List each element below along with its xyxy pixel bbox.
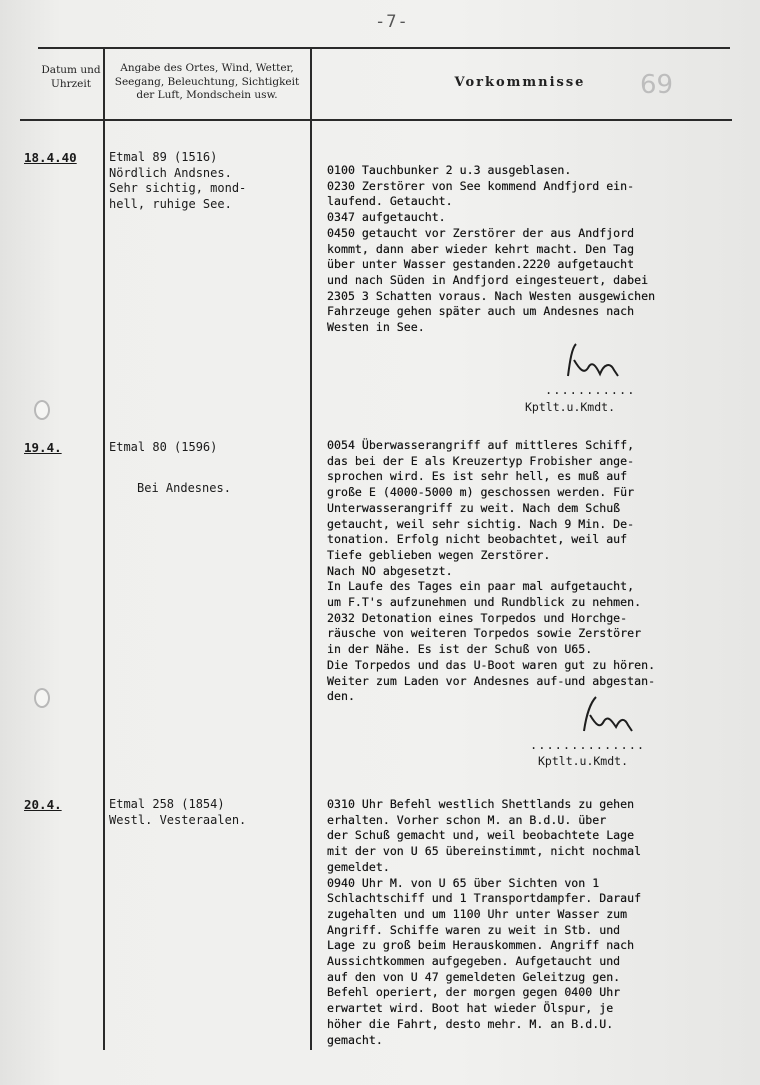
entry-location: Etmal 258 (1854) Westl. Vesteraalen. <box>109 797 247 827</box>
entry-events: 0310 Uhr Befehl westlich Shettlands zu gehen erhalten. Vorher schon M. an B.d.U. über der Schuß gemacht und, weil beobachtete Lage mit der von U 65 übereinstimmt, nicht nochmal gemeldet. 0940 Uhr M. von U 65 über Sichten von 1 Schlachtschiff und 1 Transportdampfer. Darauf zugehalten und um 1100 Uhr unter Wasser zum Angriff. Schiffe waren zu weit in Stb. und Lage zu groß beim Herauskommen. Angriff nach Aussichtkommen aufgegeben. Aufgetaucht und auf den von U 47 gemeldeten Geleitzug gen. Befehl operiert, der morgen gegen 0400 Uhr erwartet wird. Boot hat wieder Ölspur, je höher die Fahrt, desto mehr. M. an B.d.U. gemacht. <box>327 797 642 1047</box>
header-date-time: Datum und Uhrzeit <box>41 64 101 90</box>
header-events: Vorkommnisse <box>454 75 586 90</box>
column-divider-2 <box>310 48 312 1050</box>
signature-1 <box>540 340 660 380</box>
column-divider-1 <box>103 48 105 1050</box>
signature-title: Kptlt.u.Kmdt. <box>538 754 629 768</box>
punch-hole <box>34 688 50 708</box>
header-bottom-rule <box>20 119 732 121</box>
signature-2 <box>540 693 660 733</box>
entry-date: 19.4. <box>24 440 62 455</box>
signature-title: Kptlt.u.Kmdt. <box>525 400 616 414</box>
header-location-weather: Angabe des Ortes, Wind, Wetter, Seegang, Beleuchtung, Sichtigkeit der Luft, Mondschein usw. <box>114 62 300 101</box>
entry-location-detail: Bei Andesnes. <box>137 481 231 495</box>
page-number: -7- <box>375 12 409 32</box>
entry-events: 0100 Tauchbunker 2 u.3 ausgeblasen. 0230 Zerstörer von See kommend Andfjord ein- laufend. Getaucht. 0347 aufgetaucht. 0450 getaucht vor Zerstörer der aus Andfjord kommt, dann aber wieder kehrt macht. Den Tag über unter Wasser gestanden.2220 aufgetaucht und nach Süden in Andfjord eingesteuert, dabei 2305 3 Schatten voraus. Nach Westen ausgewichen Fahrzeuge gehen später auch um Andesnes nach Westen in See. <box>327 163 656 335</box>
table-top-rule <box>38 47 730 49</box>
entry-location: Etmal 89 (1516) Nördlich Andsnes. Sehr sichtig, mond- hell, ruhige See. <box>109 150 247 211</box>
archive-stamp: 69 <box>640 70 674 100</box>
entry-location: Etmal 80 (1596) <box>109 440 218 454</box>
signature-dots: ........... <box>545 383 636 397</box>
signature-dots: .............. <box>530 738 646 752</box>
entry-date: 18.4.40 <box>24 150 77 165</box>
entry-events: 0054 Überwasserangriff auf mittleres Schiff, das bei der E als Kreuzertyp Frobisher ange- sprochen wird. Es ist sehr hell, es muß auf große E (4000-5000 m) geschossen werden. Für Unterwasserangriff zu weit. Nach dem Schuß getaucht, weil sehr sichtig. Nach 9 Min. De- tonation. Erfolg nicht beobachtet, weil auf Tiefe geblieben wegen Zerstörer. Nach NO abgesetzt. In Laufe des Tages ein paar mal aufgetaucht, um F.T's aufzunehmen und Rundblick zu nehmen. 2032 Detonation eines Torpedos und Horchge- räusche von weiteren Torpedos sowie Zerstörer in der Nähe. Es ist der Schuß von U65. Die Torpedos und das U-Boot waren gut zu hören. Weiter zum Laden vor Andesnes auf-und abgestan- den. <box>327 438 656 704</box>
entry-date: 20.4. <box>24 797 62 812</box>
punch-hole <box>34 400 50 420</box>
